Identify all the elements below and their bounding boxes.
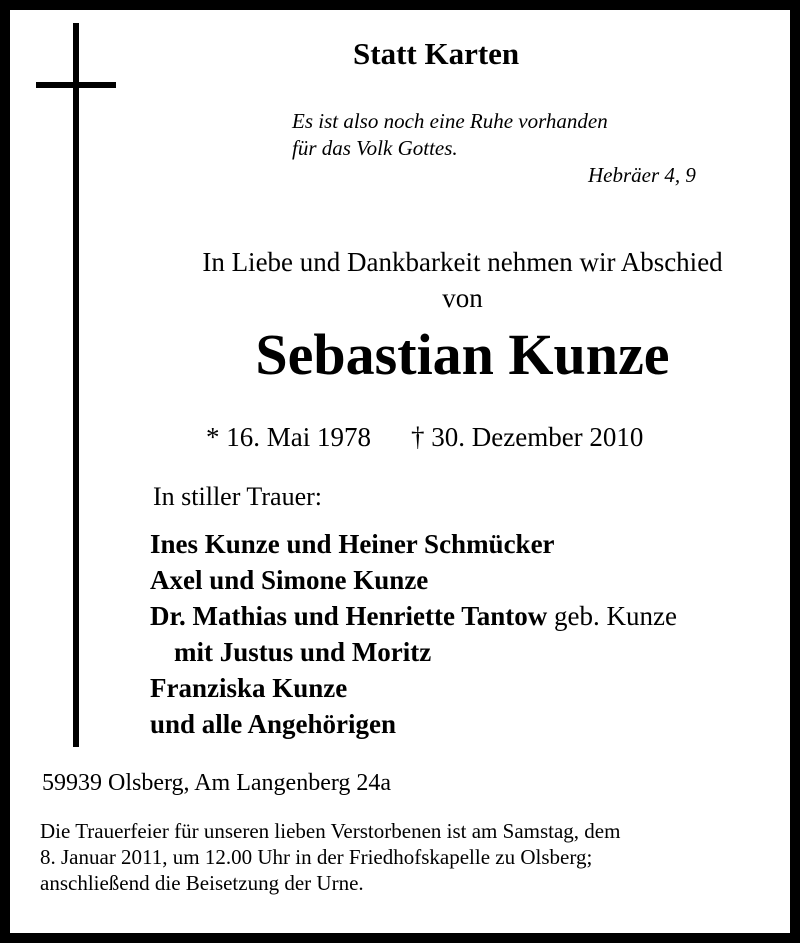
header-statt-karten: Statt Karten bbox=[353, 36, 520, 71]
address: 59939 Olsberg, Am Langenberg 24a bbox=[42, 770, 392, 796]
mourning-label: In stiller Trauer: bbox=[153, 482, 322, 511]
birth-date: * 16. Mai 1978 bbox=[206, 422, 371, 452]
intro-line-1: In Liebe und Dankbarkeit nehmen wir Abschied bbox=[202, 247, 723, 277]
bible-quote bbox=[292, 108, 608, 162]
family-member: Ines Kunze und Heiner Schmücker bbox=[150, 529, 555, 559]
family-member-name: Dr. Mathias und Henriette Tantow bbox=[150, 601, 548, 631]
intro-line-2: von bbox=[442, 283, 483, 313]
life-dates bbox=[206, 422, 643, 453]
family-list bbox=[150, 526, 677, 742]
quote-reference: Hebräer 4, 9 bbox=[588, 163, 696, 187]
quote-line-2: für das Volk Gottes. bbox=[292, 136, 458, 160]
family-member-nee: geb. Kunze bbox=[554, 601, 677, 631]
quote-line-1: Es ist also noch eine Ruhe vorhanden bbox=[292, 109, 608, 133]
ceremony-line-1: Die Trauerfeier für unseren lieben Verstorbenen ist am Samstag, dem bbox=[40, 819, 621, 843]
family-member: Axel und Simone Kunze bbox=[150, 565, 429, 595]
ceremony-info bbox=[40, 818, 770, 896]
family-member: mit Justus und Moritz bbox=[174, 637, 432, 667]
ceremony-line-2: 8. Januar 2011, um 12.00 Uhr in der Friedhofskapelle zu Olsberg; bbox=[40, 845, 593, 869]
family-member bbox=[150, 598, 677, 634]
cross-icon-bar bbox=[36, 82, 116, 88]
ceremony-line-3: anschließend die Beisetzung der Urne. bbox=[40, 871, 364, 895]
family-member: Franziska Kunze bbox=[150, 673, 348, 703]
deceased-name: Sebastian Kunze bbox=[255, 322, 670, 387]
family-member: und alle Angehörigen bbox=[150, 709, 397, 739]
death-date: † 30. Dezember 2010 bbox=[411, 422, 644, 452]
